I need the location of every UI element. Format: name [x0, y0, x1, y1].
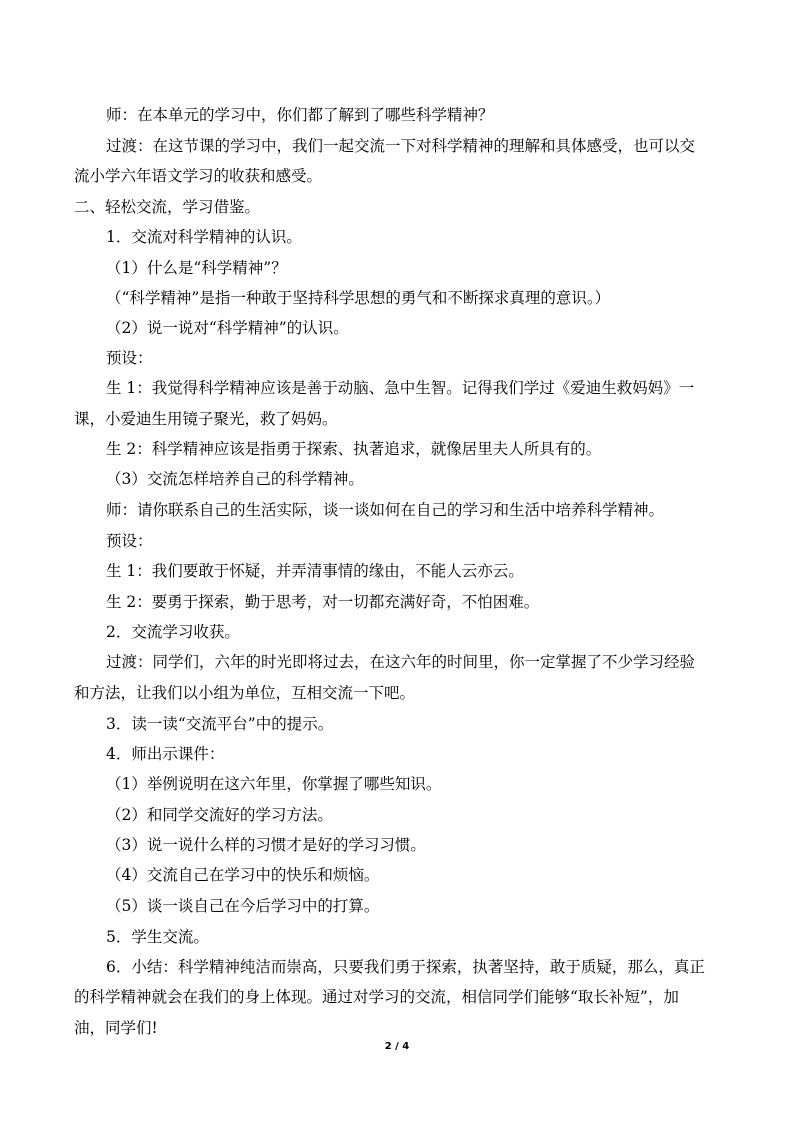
text-line: （“科学精神”是指一种敢于坚持科学思想的勇气和不断探求真理的意识。） — [106, 289, 611, 307]
text-line: 预设： — [106, 349, 153, 367]
page-number: 2 / 4 — [384, 1041, 410, 1052]
text-line: 预设： — [106, 532, 153, 550]
text-line: 5．学生交流。 — [106, 928, 209, 946]
text-line: （5）谈一谈自己在今后学习中的打算。 — [106, 897, 380, 915]
text-line: 生 1：我们要敢于怀疑，并弄清事情的缘由，不能人云亦云。 — [106, 562, 524, 580]
text-line: （2）说一说对“科学精神”的认识。 — [106, 319, 349, 337]
text-line: 生 1：我觉得科学精神应该是善于动脑、急中生智。记得我们学过《爱迪生救妈妈》一 — [106, 379, 695, 397]
text-line: 过渡：在这节课的学习中，我们一起交流一下对科学精神的理解和具体感受，也可以交 — [106, 137, 696, 155]
text-line: 2．交流学习收获。 — [106, 623, 240, 641]
text-line: （2）和同学交流好的学习方法。 — [106, 806, 333, 824]
text-line: 3．读一读“交流平台”中的提示。 — [106, 715, 334, 733]
text-line: 6．小结：科学精神纯洁而崇高，只要我们勇于探索，执著坚持，敢于质疑，那么，真正 — [106, 958, 705, 976]
section-heading: 二、轻松交流，学习借鉴。 — [74, 198, 261, 216]
text-line: 4．师出示课件： — [106, 745, 225, 763]
text-line: （3）交流怎样培养自己的科学精神。 — [106, 470, 364, 488]
text-line: 和方法，让我们以小组为单位，互相交流一下吧。 — [74, 684, 416, 702]
text-line: 师：请你联系自己的生活实际，谈一谈如何在自己的学习和生活中培养科学精神。 — [106, 501, 665, 519]
text-line: 生 2：要勇于探索，勤于思考，对一切都充满好奇，不怕困难。 — [106, 593, 540, 611]
text-line: 油，同学们! — [74, 1019, 158, 1037]
text-line: （3）说一说什么样的习惯才是好的学习习惯。 — [106, 836, 426, 854]
text-line: 流小学六年语文学习的收获和感受。 — [74, 167, 323, 185]
text-line: 过渡：同学们，六年的时光即将过去，在这六年的时间里，你一定掌握了不少学习经验 — [106, 653, 696, 671]
text-line: （1）什么是“科学精神”？ — [106, 259, 287, 277]
text-line: 生 2：科学精神应该是指勇于探索、执著追求，就像居里夫人所具有的。 — [106, 440, 602, 458]
text-line: （1）举例说明在这六年里，你掌握了哪些知识。 — [106, 775, 442, 793]
text-line: （4）交流自己在学习中的快乐和烦恼。 — [106, 866, 380, 884]
text-line: 的科学精神就会在我们的身上体现。通过对学习的交流，相信同学们能够“取长补短”，加 — [74, 988, 679, 1006]
text-line: 课，小爱迪生用镜子聚光，救了妈妈。 — [74, 410, 338, 428]
text-line: 1．交流对科学精神的认识。 — [106, 228, 302, 246]
text-line: 师：在本单元的学习中，你们都了解到了哪些科学精神？ — [106, 106, 494, 124]
